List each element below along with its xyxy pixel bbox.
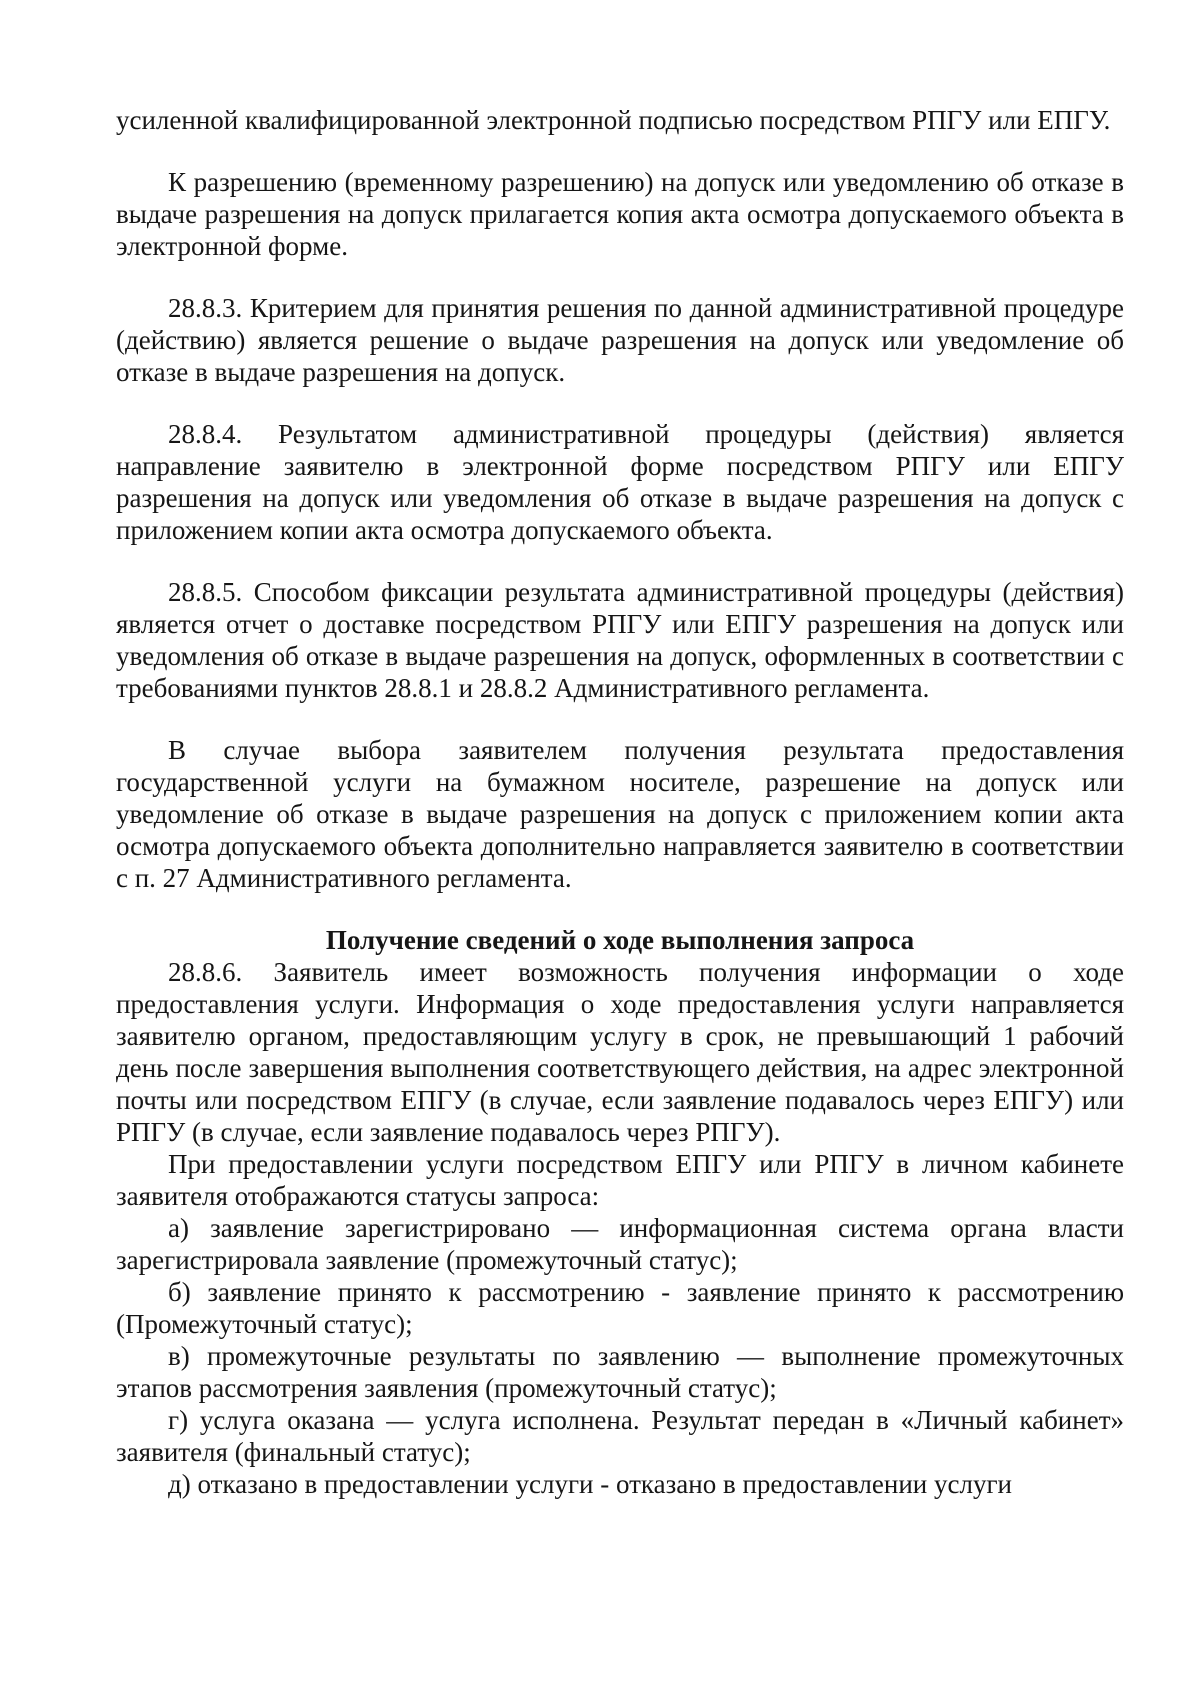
paragraph-28-8-3: 28.8.3. Критерием для принятия решения по данной административной процедуре (действию) является решение о выдаче разрешения на допуск или уведомление об отказе в выдаче разрешения на допуск. <box>116 293 1124 387</box>
list-item-status-c: в) промежуточные результаты по заявлению — выполнение промежуточных этапов рассмотрения заявления (промежуточный статус); <box>116 1341 1124 1403</box>
paragraph-28-8-4: 28.8.4. Результатом административной процедуры (действия) является направление заявителю в электронной форме посредством РПГУ или ЕПГУ разрешения на допуск или уведомления об отказе в выдаче разрешения на допуск с приложением копии акта осмотра допускаемого объекта. <box>116 419 1124 545</box>
paragraph-paper-result: В случае выбора заявителем получения результата предоставления государственной услуги на бумажном носителе, разрешение на допуск или уведомление об отказе в выдаче разрешения на допуск с приложением копии акта осмотра допускаемого объекта дополнительно направляется заявителю в соответствии с п. 27 Административного регламента. <box>116 735 1124 893</box>
list-item-status-d: г) услуга оказана — услуга исполнена. Результат передан в «Личный кабинет» заявителя (финальный статус); <box>116 1405 1124 1467</box>
paragraph-28-8-5: 28.8.5. Способом фиксации результата административной процедуры (действия) является отчет о доставке посредством РПГУ или ЕПГУ разрешения на допуск или уведомления об отказе в выдаче разрешения на допуск, оформленных в соответствии с требованиями пунктов 28.8.1 и 28.8.2 Административного регламента. <box>116 577 1124 703</box>
list-item-status-b: б) заявление принято к рассмотрению - заявление принято к рассмотрению (Промежуточный статус); <box>116 1277 1124 1339</box>
paragraph-statuses-intro: При предоставлении услуги посредством ЕПГУ или РПГУ в личном кабинете заявителя отображаются статусы запроса: <box>116 1149 1124 1211</box>
document-page <box>116 104 1124 1500</box>
list-item-status-e: д) отказано в предоставлении услуги - отказано в предоставлении услуги <box>168 1469 1012 1499</box>
paragraph-28-8-6: 28.8.6. Заявитель имеет возможность получения информации о ходе предоставления услуги. Информация о ходе предоставления услуги направляется заявителю органом, предоставляющим услугу в срок, не превышающий 1 рабочий день после завершения выполнения соответствующего действия, на адрес электронной почты или посредством ЕПГУ (в случае, если заявление подавалось через ЕПГУ) или РПГУ (в случае, если заявление подавалось через РПГУ). <box>116 957 1124 1147</box>
paragraph-signature: усиленной квалифицированной электронной подписью посредством РПГУ или ЕПГУ. <box>116 105 1111 135</box>
list-item-status-a: а) заявление зарегистрировано — информационная система органа власти зарегистрировала заявление (промежуточный статус); <box>116 1213 1124 1275</box>
paragraph-attachment: К разрешению (временному разрешению) на допуск или уведомлению об отказе в выдаче разрешения на допуск прилагается копия акта осмотра допускаемого объекта в электронной форме. <box>116 167 1124 261</box>
section-heading: Получение сведений о ходе выполнения запроса <box>325 925 915 955</box>
